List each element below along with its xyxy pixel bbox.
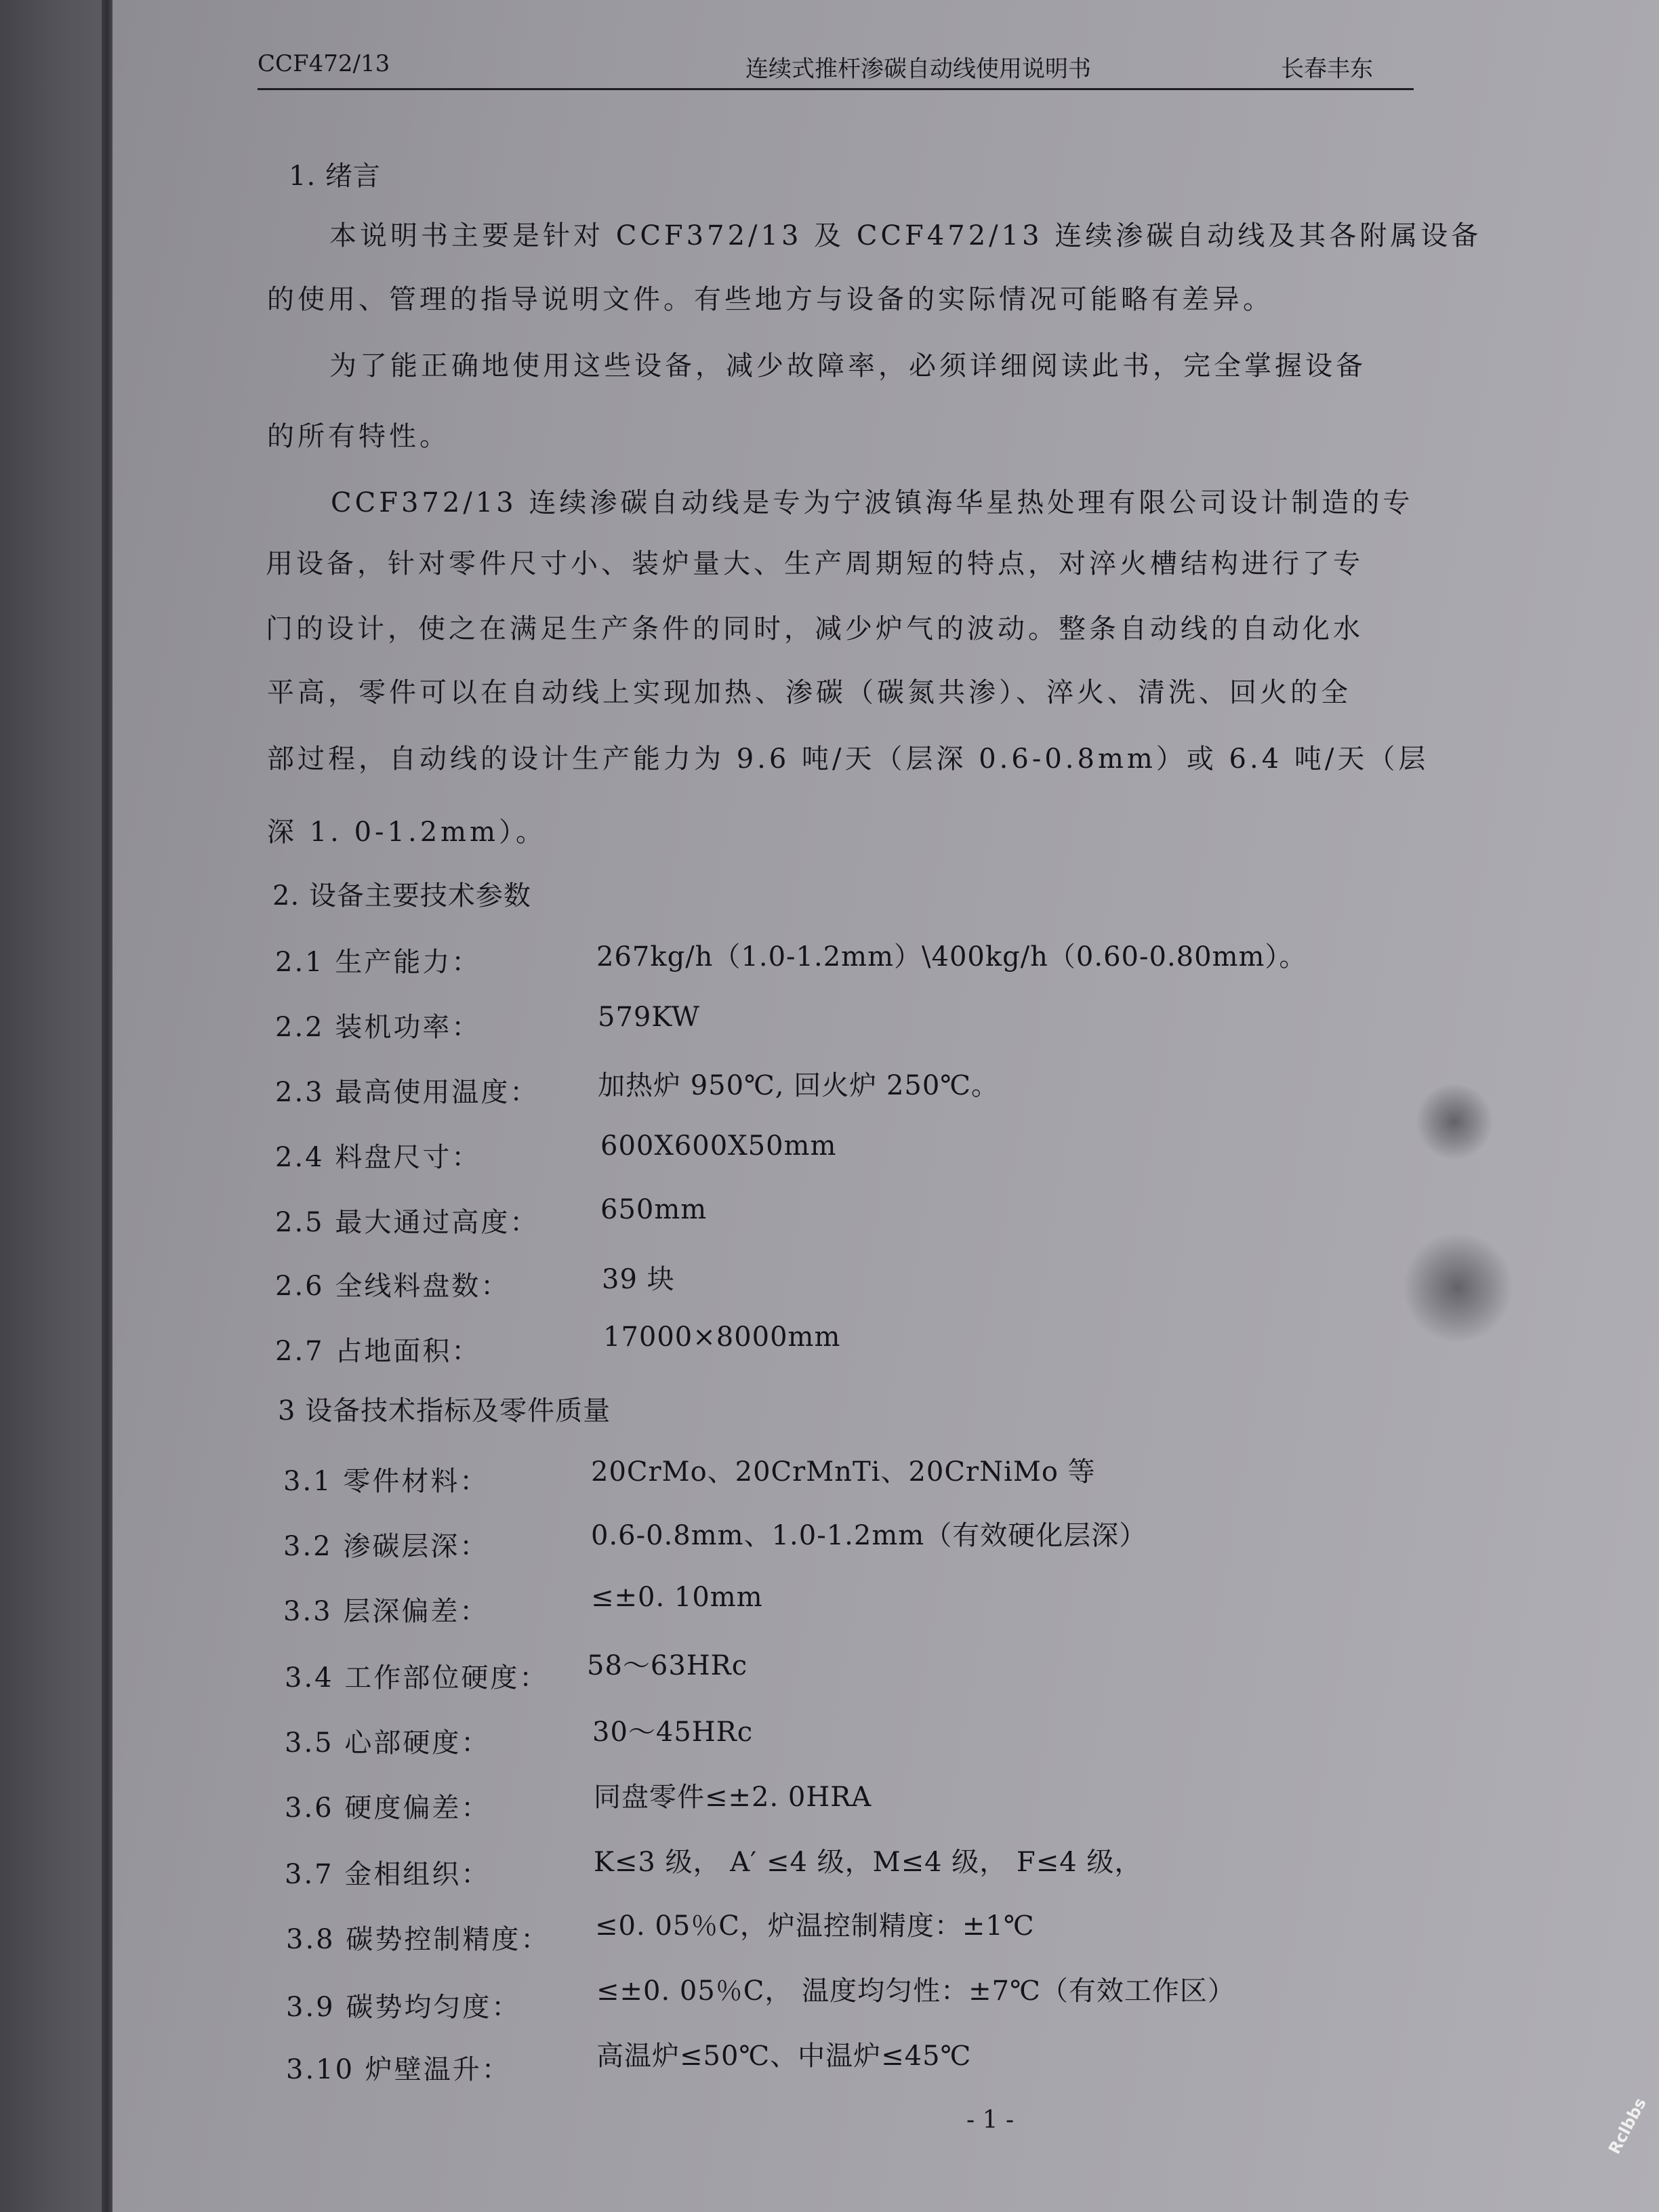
- header-doc-code: CCF472/13: [258, 50, 390, 77]
- intro-line-10: 深 1. 0-1.2mm）。: [267, 817, 547, 848]
- intro-line-5: CCF372/13 连续渗碳自动线是专为宁波镇海华星热处理有限公司设计制造的专: [331, 487, 1414, 518]
- scan-smudge: [1414, 1084, 1495, 1159]
- spec-label-2-6: 2.6 全线料盘数：: [275, 1271, 510, 1302]
- document-page: [112, 0, 1659, 2212]
- spec-value-3-2: 0.6-0.8mm、1.0-1.2mm（有效硬化层深）: [591, 1520, 1147, 1551]
- spec-label-3-4: 3.4 工作部位硬度：: [285, 1662, 549, 1694]
- binding-spine: [102, 0, 112, 2212]
- spec-label-2-3: 2.3 最高使用温度：: [275, 1077, 539, 1108]
- spec-label-2-2: 2.2 装机功率：: [275, 1012, 481, 1043]
- spec-value-3-7: K≤3 级， A′ ≤4 级，M≤4 级， F≤4 级，: [594, 1847, 1143, 1878]
- spec-label-3-7: 3.7 金相组织：: [285, 1859, 491, 1890]
- spec-label-3-9: 3.9 碳势均匀度：: [286, 1992, 521, 2023]
- section-1-heading: 1. 绪言: [289, 161, 381, 192]
- intro-line-4: 的所有特性。: [267, 421, 450, 452]
- intro-line-7: 门的设计，使之在满足生产条件的同时，减少炉气的波动。整条自动线的自动化水: [266, 613, 1364, 644]
- spec-value-3-5: 30～45HRc: [592, 1717, 754, 1748]
- intro-line-1: 本说明书主要是针对 CCF372/13 及 CCF472/13 连续渗碳自动线及其各附属设备: [329, 220, 1482, 251]
- spec-value-3-4: 58～63HRc: [587, 1650, 748, 1681]
- spec-label-2-5: 2.5 最大通过高度：: [275, 1207, 539, 1238]
- section-2-heading: 2. 设备主要技术参数: [272, 880, 531, 912]
- spec-value-2-5: 650mm: [600, 1194, 708, 1225]
- spec-value-3-10: 高温炉≤50℃、中温炉≤45℃: [596, 2041, 972, 2072]
- intro-line-6: 用设备，针对零件尺寸小、装炉量大、生产周期短的特点，对淬火槽结构进行了专: [266, 548, 1364, 579]
- spec-value-3-9: ≤±0. 05％C， 温度均匀性：±7℃（有效工作区）: [596, 1975, 1235, 2007]
- page-header: [258, 41, 1414, 90]
- section-3-heading: 3 设备技术指标及零件质量: [278, 1395, 611, 1427]
- spec-label-3-6: 3.6 硬度偏差：: [285, 1793, 491, 1824]
- page-number: - 1 -: [966, 2106, 1015, 2134]
- spec-label-3-1: 3.1 零件材料：: [283, 1466, 489, 1497]
- spec-label-3-8: 3.8 碳势控制精度：: [286, 1924, 550, 1955]
- header-title: 连续式推杆渗碳自动线使用说明书: [745, 56, 1091, 83]
- spec-value-2-4: 600X600X50mm: [600, 1130, 837, 1162]
- spec-label-3-2: 3.2 渗碳层深：: [283, 1531, 489, 1562]
- background-left: [0, 0, 102, 2212]
- intro-line-3: 为了能正确地使用这些设备，减少故障率，必须详细阅读此书，完全掌握设备: [329, 350, 1366, 382]
- spec-label-2-7: 2.7 占地面积：: [275, 1336, 481, 1367]
- header-company: 长春丰东: [1281, 56, 1373, 83]
- spec-label-3-10: 3.10 炉壁温升：: [286, 2054, 511, 2085]
- spec-value-2-7: 17000×8000mm: [603, 1322, 841, 1353]
- spec-value-3-1: 20CrMo、20CrMnTi、20CrNiMo 等: [591, 1456, 1096, 1488]
- spec-value-2-3: 加热炉 950℃, 回火炉 250℃。: [598, 1070, 1000, 1101]
- spec-label-3-5: 3.5 心部硬度：: [285, 1727, 491, 1759]
- spec-label-3-3: 3.3 层深偏差：: [283, 1596, 489, 1627]
- intro-line-2: 的使用、管理的指导说明文件。有些地方与设备的实际情况可能略有差异。: [267, 284, 1273, 315]
- intro-line-9: 部过程，自动线的设计生产能力为 9.6 吨/天（层深 0.6-0.8mm）或 6.4 吨/天（层: [267, 743, 1429, 775]
- spec-value-3-6: 同盘零件≤±2. 0HRA: [594, 1782, 872, 1813]
- watermark: Rclbbs: [1605, 2094, 1650, 2158]
- intro-line-8: 平高，零件可以在自动线上实现加热、渗碳（碳氮共渗）、淬火、清洗、回火的全: [267, 677, 1351, 708]
- spec-label-2-1: 2.1 生产能力：: [275, 947, 481, 978]
- spec-value-3-3: ≤±0. 10mm: [591, 1582, 763, 1613]
- spec-value-3-8: ≤0. 05％C，炉温控制精度：±1℃: [595, 1910, 1035, 1942]
- spec-value-2-1: 267kg/h（1.0-1.2mm）\400kg/h（0.60-0.80mm）。: [596, 941, 1307, 972]
- spec-value-2-2: 579KW: [598, 1002, 700, 1033]
- scan-smudge: [1400, 1233, 1515, 1342]
- spec-value-2-6: 39 块: [602, 1264, 675, 1295]
- spec-label-2-4: 2.4 料盘尺寸：: [275, 1142, 481, 1173]
